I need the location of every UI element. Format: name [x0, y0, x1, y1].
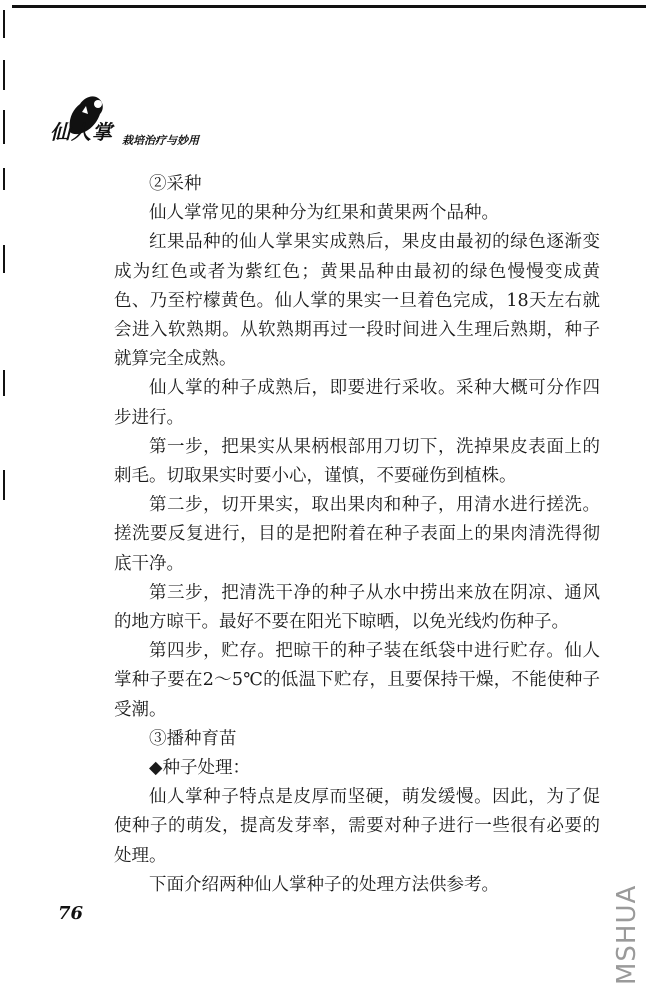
paragraph: 红果品种的仙人掌果实成熟后，果皮由最初的绿色逐渐变成为红色或者为紫红色；黄果品种由最初的绿色慢慢变成黄色、乃至柠檬黄色。仙人掌的果实一旦着色完成，18天左右就会进入软熟期。从软熟期再过一段时间进入生理后熟期，种子就算完全成熟。: [114, 232, 600, 370]
scan-edge-mark: [3, 470, 5, 500]
paragraph: 下面介绍两种仙人掌种子的处理方法供参考。: [149, 874, 499, 895]
paragraph: 第二步，切开果实，取出果肉和种子，用清水进行搓洗。搓洗要反复进行，目的是把附着在种子表面上的果肉清洗得彻底干净。: [114, 495, 600, 574]
scan-edge-mark: [3, 60, 5, 90]
paragraph: 仙人掌种子特点是皮厚而坚硬，萌发缓慢。因此，为了促使种子的萌发，提高发芽率，需要对种子进行一些很有必要的处理。: [114, 787, 600, 866]
body-text: [114, 170, 600, 900]
watermark: MSHUA: [612, 884, 642, 985]
paragraph: 第四步，贮存。把晾干的种子装在纸袋中进行贮存。仙人掌种子要在2～5℃的低温下贮存，且要保持干燥，不能使种子受潮。: [114, 641, 600, 720]
paragraph: 第一步，把果实从果柄根部用刀切下，洗掉果皮表面上的刺毛。切取果实时要小心，谨慎，不要碰伤到植株。: [114, 436, 600, 487]
scan-edge-mark: [3, 370, 5, 396]
top-border-rule: [12, 5, 646, 8]
subsection-heading: ◆种子处理：: [149, 758, 250, 779]
paragraph: 仙人掌的种子成熟后，即要进行采收。采种大概可分作四步进行。: [114, 378, 600, 428]
paragraph: 第三步，把清洗干净的种子从水中捞出来放在阴凉、通风的地方晾干。最好不要在阳光下晾晒，以免光线灼伤种子。: [114, 582, 600, 633]
scan-edge-mark: [3, 168, 5, 190]
book-subtitle: 栽培治疗与妙用: [122, 134, 199, 147]
scan-edge-mark: [3, 245, 5, 273]
section-heading: ②采种: [149, 174, 202, 194]
scan-edge-mark: [3, 110, 5, 144]
running-header-logo: [50, 92, 230, 162]
scan-edge-mark: [3, 10, 5, 38]
section-heading: ③播种育苗: [149, 728, 237, 749]
book-title: 仙人掌: [50, 120, 113, 144]
paragraph: 仙人掌常见的果种分为红果和黄果两个品种。: [149, 203, 499, 224]
page-number: 76: [58, 903, 84, 924]
